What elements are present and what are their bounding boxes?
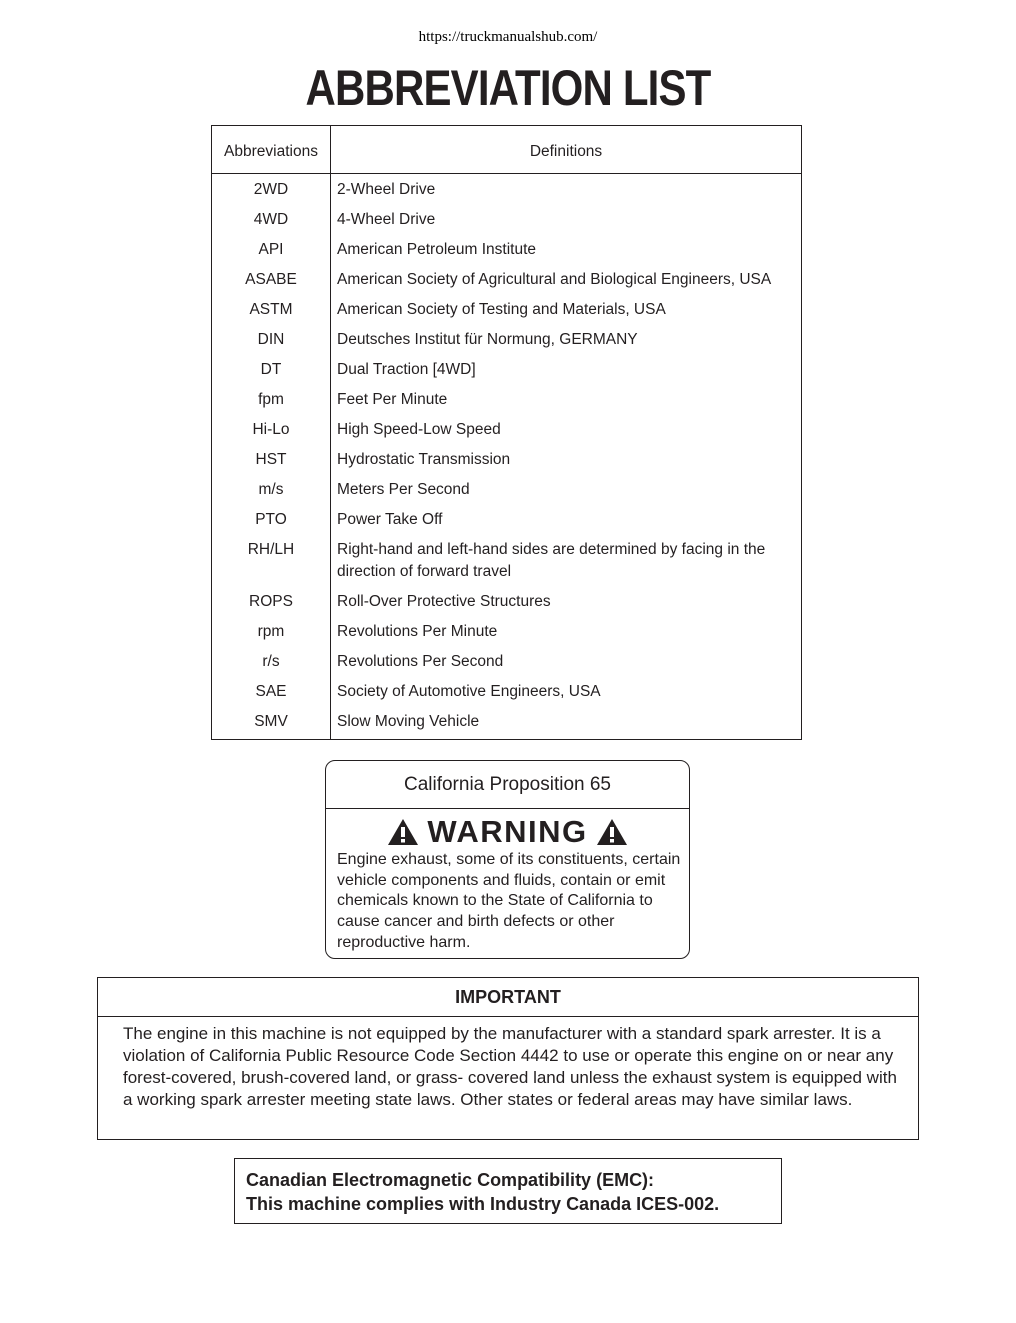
table-row <box>212 179 801 201</box>
definition-cell: Dual Traction [4WD] <box>337 361 476 378</box>
table-row <box>212 299 801 321</box>
definition-cell: American Society of Testing and Materials, USA <box>337 301 666 318</box>
table-body <box>212 179 801 741</box>
abbreviation-cell: 2WD <box>253 181 289 198</box>
abbreviation-table <box>211 125 802 740</box>
table-row <box>212 621 801 643</box>
source-url[interactable]: https://truckmanualshub.com/ <box>418 29 598 45</box>
prop65-warning-box <box>325 760 690 959</box>
emc-line-1: Canadian Electromagnetic Compatibility (EMC): <box>246 1170 655 1190</box>
abbreviation-cell: ROPS <box>249 593 293 610</box>
warning-triangle-icon <box>596 818 628 846</box>
abbreviation-cell: m/s <box>258 481 284 498</box>
page-title: ABBREVIATION LIST <box>305 60 711 116</box>
table-row <box>212 389 801 411</box>
abbreviation-cell: SMV <box>254 713 288 730</box>
warning-heading: California Proposition 65 <box>326 761 689 809</box>
definition-cell: American Petroleum Institute <box>337 241 537 258</box>
table-row <box>212 329 801 351</box>
table-row <box>212 359 801 381</box>
abbreviation-cell: PTO <box>255 511 287 528</box>
emc-line-2: This machine complies with Industry Canada ICES-002. <box>246 1194 720 1214</box>
definition-cell: Power Take Off <box>337 511 443 528</box>
definition-cell: Meters Per Second <box>337 481 470 498</box>
abbreviation-cell: RH/LH <box>247 541 295 558</box>
warning-label: WARNING <box>427 814 588 849</box>
important-heading: IMPORTANT <box>98 978 918 1017</box>
definition-cell: 2-Wheel Drive <box>337 181 436 198</box>
table-row <box>212 509 801 531</box>
table-row <box>212 269 801 291</box>
warning-text: Engine exhaust, some of its constituents, certain vehicle components and fluids, contain or emit chemicals known to the State of California to cause cancer and birth defects or other reproductive harm. <box>337 851 681 951</box>
abbreviation-cell: Hi-Lo <box>252 421 290 438</box>
definition-cell: Deutsches Institut für Normung, GERMANY <box>337 331 638 348</box>
abbreviation-cell: DT <box>260 361 282 378</box>
abbreviation-cell: ASTM <box>249 301 293 318</box>
definition-cell: Right-hand and left-hand sides are determined by facing in the direction of forward travel <box>337 541 766 580</box>
definition-cell: High Speed-Low Speed <box>337 421 501 438</box>
definition-cell: Revolutions Per Minute <box>337 623 498 640</box>
table-row <box>212 479 801 501</box>
definition-cell: 4-Wheel Drive <box>337 211 436 228</box>
table-row <box>212 681 801 703</box>
abbreviation-cell: rpm <box>257 623 285 640</box>
definition-cell: Slow Moving Vehicle <box>337 713 480 730</box>
abbreviation-cell: fpm <box>258 391 284 408</box>
definition-cell: American Society of Agricultural and Biological Engineers, USA <box>337 271 772 288</box>
warning-title <box>326 813 689 851</box>
definition-cell: Roll-Over Protective Structures <box>337 593 551 610</box>
abbreviation-cell: 4WD <box>253 211 289 228</box>
warning-triangle-icon <box>387 818 419 846</box>
table-row <box>212 209 801 231</box>
header-abbreviations: Abbreviations <box>224 143 318 160</box>
table-row <box>212 711 801 733</box>
table-row <box>212 651 801 673</box>
table-row <box>212 591 801 613</box>
abbreviation-cell: ASABE <box>245 271 297 288</box>
definition-cell: Feet Per Minute <box>337 391 448 408</box>
header-divider <box>212 173 801 174</box>
header-definitions: Definitions <box>529 143 603 160</box>
table-row <box>212 239 801 261</box>
definition-cell: Society of Automotive Engineers, USA <box>337 683 601 700</box>
table-row <box>212 539 801 583</box>
abbreviation-cell: SAE <box>255 683 287 700</box>
table-row <box>212 449 801 471</box>
abbreviation-cell: HST <box>255 451 287 468</box>
important-text: The engine in this machine is not equipped by the manufacturer with a standard spark arrester. It is a violation of California Public Resource Code Section 4442 to use or operate this engine on or near any forest-covered, brush-covered land, or grass- covered land unless the exhaust system is equipped with a working spark arrester meeting state laws. Other states or federal areas may have similar laws. <box>123 1024 897 1109</box>
definition-cell: Revolutions Per Second <box>337 653 504 670</box>
abbreviation-cell: DIN <box>257 331 285 348</box>
abbreviation-cell: API <box>258 241 284 258</box>
definition-cell: Hydrostatic Transmission <box>337 451 511 468</box>
emc-notice-box <box>234 1158 782 1224</box>
important-box <box>97 977 919 1140</box>
table-row <box>212 419 801 441</box>
abbreviation-cell: r/s <box>262 653 280 670</box>
